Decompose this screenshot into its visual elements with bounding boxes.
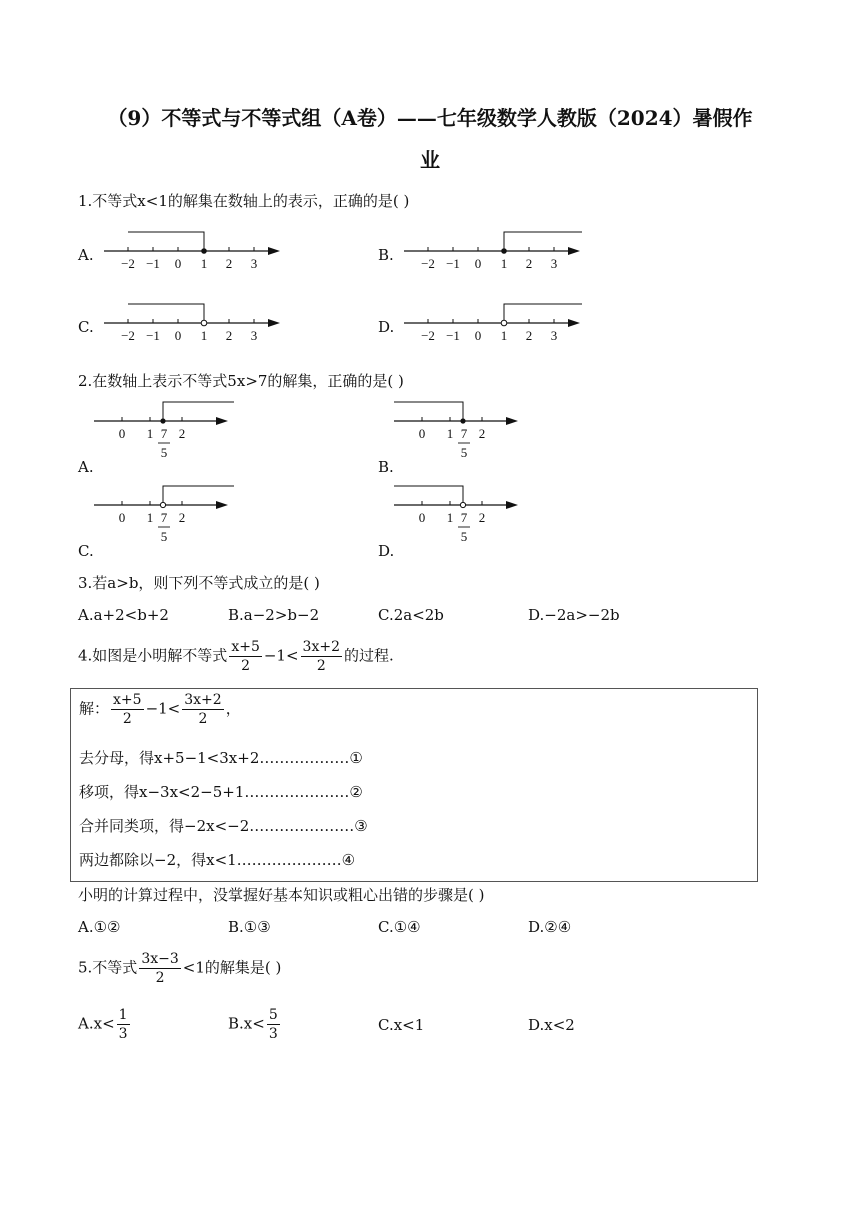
option-fraction <box>267 1006 280 1043</box>
q4-fraction-1 <box>229 638 262 675</box>
fraction-numerator: x+5 <box>113 692 142 708</box>
question-4-question: 小明的计算过程中，没掌握好基本知识或粗心出错的步骤是( ) <box>78 886 485 904</box>
fraction-denominator: 3 <box>118 1026 128 1042</box>
fraction-denominator: 5 <box>460 445 468 460</box>
fraction-denominator: 3 <box>268 1026 278 1042</box>
fraction-numerator: 7 <box>460 510 468 525</box>
title-line-1: （9）不等式与不等式组（A卷）——七年级数学人教版（2024）暑假作 <box>107 106 753 130</box>
solution-box <box>70 688 758 882</box>
tick-label: 3 <box>550 256 558 271</box>
solution-step-2: 移项，得x−3x<2−5+1…………………② <box>79 783 363 801</box>
solution-end: ， <box>225 699 241 718</box>
q2-option-b-label: B. <box>378 458 394 476</box>
tick-label: 0 <box>118 510 126 525</box>
tick-label: 0 <box>418 510 426 525</box>
q4-option-d[interactable]: D.②④ <box>528 918 572 936</box>
tick-label: 0 <box>118 426 126 441</box>
fraction-numerator: 3x+2 <box>184 692 222 708</box>
option-fraction <box>117 1006 130 1043</box>
fraction-denominator: 5 <box>160 445 168 460</box>
q5-option-a[interactable] <box>78 1006 132 1043</box>
option-text: x<1 <box>393 1016 425 1034</box>
tick-label: 2 <box>478 510 486 525</box>
fraction-numerator: 7 <box>160 510 168 525</box>
solution-header <box>79 691 241 728</box>
q5-option-b[interactable] <box>228 1006 282 1043</box>
tick-label: 1 <box>200 256 208 271</box>
page-title <box>70 96 790 140</box>
q2-option-a-label: A. <box>78 458 94 476</box>
option-label: B. <box>228 1014 244 1033</box>
q2-option-c-label: C. <box>78 542 94 560</box>
q1-option-d-label: D. <box>378 318 395 336</box>
question-2-stem: 2.在数轴上表示不等式5x>7的解集，正确的是( ) <box>78 372 404 390</box>
q3-option-c[interactable]: C.2a<2b <box>378 606 444 624</box>
q5-option-d[interactable] <box>528 1016 575 1034</box>
tick-label: −2 <box>121 328 135 343</box>
q5-stem-end: <1的解集是( ) <box>182 958 282 977</box>
q4-stem-middle: −1< <box>263 646 299 665</box>
tick-label: 3 <box>250 256 258 271</box>
option-label: A. <box>78 1014 94 1033</box>
tick-label: 2 <box>525 328 533 343</box>
fraction-numerator: 3x−3 <box>141 951 179 967</box>
box-fraction-1 <box>111 691 144 728</box>
tick-label: −2 <box>421 256 435 271</box>
q1-option-c-label: C. <box>78 318 94 336</box>
q1-number-line-c <box>100 298 290 350</box>
fraction-denominator: 2 <box>198 711 208 727</box>
solution-step-3: 合并同类项，得−2x<−2…………………③ <box>79 817 368 835</box>
q1-option-a-label: A. <box>78 246 94 264</box>
question-3-stem: 3.若a>b，则下列不等式成立的是( ) <box>78 574 320 592</box>
tick-label: 2 <box>225 328 233 343</box>
tick-label: 1 <box>146 510 154 525</box>
fraction-numerator: 7 <box>460 426 468 441</box>
q2-number-line-a <box>90 394 250 470</box>
fraction-numerator: x+5 <box>231 639 260 655</box>
option-label: C. <box>378 1016 394 1034</box>
fraction-denominator: 2 <box>241 658 251 674</box>
tick-label: 3 <box>550 328 558 343</box>
q3-option-d[interactable]: D.−2a>−2b <box>528 606 620 624</box>
fraction-denominator: 2 <box>122 711 132 727</box>
tick-label: 1 <box>500 256 508 271</box>
tick-label: 2 <box>225 256 233 271</box>
tick-label: 2 <box>525 256 533 271</box>
fraction-denominator: 5 <box>460 529 468 544</box>
solution-middle: −1< <box>145 699 181 718</box>
tick-label: 0 <box>474 256 482 271</box>
title-line-2: 业 <box>420 148 440 172</box>
solution-label: 解： <box>79 699 110 718</box>
tick-label: 2 <box>178 510 186 525</box>
tick-label: 2 <box>178 426 186 441</box>
q2-number-line-c <box>90 478 250 554</box>
q2-option-d-label: D. <box>378 542 395 560</box>
option-text: x< <box>243 1014 265 1033</box>
q2-number-line-d <box>390 478 550 554</box>
question-5-stem <box>78 950 281 987</box>
tick-label: −2 <box>421 328 435 343</box>
option-text: x<2 <box>544 1016 575 1034</box>
q2-number-line-b <box>390 394 550 470</box>
tick-label: 1 <box>446 510 454 525</box>
q1-number-line-d <box>400 298 590 350</box>
tick-label: 3 <box>250 328 258 343</box>
tick-label: −1 <box>146 328 160 343</box>
tick-label: 1 <box>200 328 208 343</box>
fraction-denominator: 5 <box>160 529 168 544</box>
tick-label: 1 <box>446 426 454 441</box>
fraction-numerator: 1 <box>118 1007 128 1023</box>
q5-option-c[interactable] <box>378 1016 424 1034</box>
q1-option-b-label: B. <box>378 246 394 264</box>
fraction-numerator: 5 <box>268 1007 278 1023</box>
fraction-numerator: 3x+2 <box>302 639 340 655</box>
tick-label: −1 <box>146 256 160 271</box>
q3-option-b[interactable]: B.a−2>b−2 <box>228 606 320 624</box>
tick-label: −1 <box>446 328 460 343</box>
q4-stem-end: 的过程. <box>344 646 394 665</box>
q5-stem-text: 5.不等式 <box>78 958 138 977</box>
fraction-denominator: 2 <box>155 970 165 986</box>
tick-label: 2 <box>478 426 486 441</box>
tick-label: 0 <box>474 328 482 343</box>
option-label: D. <box>528 1016 545 1034</box>
solution-step-4: 两边都除以−2，得x<1…………………④ <box>79 851 356 869</box>
question-4-stem <box>78 638 394 675</box>
box-fraction-2 <box>182 691 223 728</box>
tick-label: 0 <box>418 426 426 441</box>
page-title-line-2 <box>70 138 790 182</box>
tick-label: 0 <box>174 256 182 271</box>
q5-fraction <box>139 950 180 987</box>
option-text: x< <box>93 1014 115 1033</box>
q4-option-b[interactable]: B.①③ <box>228 918 271 936</box>
tick-label: −2 <box>121 256 135 271</box>
tick-label: −1 <box>446 256 460 271</box>
q4-stem-text: 4.如图是小明解不等式 <box>78 646 228 665</box>
tick-label: 0 <box>174 328 182 343</box>
solution-step-1: 去分母，得x+5−1<3x+2………………① <box>79 749 363 767</box>
tick-label: 1 <box>500 328 508 343</box>
question-1-stem: 1.不等式x<1的解集在数轴上的表示，正确的是( ) <box>78 192 410 210</box>
q3-option-a[interactable]: A.a+2<b+2 <box>78 606 169 624</box>
q4-option-a[interactable]: A.①② <box>78 918 121 936</box>
fraction-denominator: 2 <box>316 658 326 674</box>
tick-label: 1 <box>146 426 154 441</box>
q1-number-line-a <box>100 226 290 278</box>
q4-option-c[interactable]: C.①④ <box>378 918 421 936</box>
q4-fraction-2 <box>301 638 342 675</box>
q1-number-line-b <box>400 226 590 278</box>
fraction-numerator: 7 <box>160 426 168 441</box>
